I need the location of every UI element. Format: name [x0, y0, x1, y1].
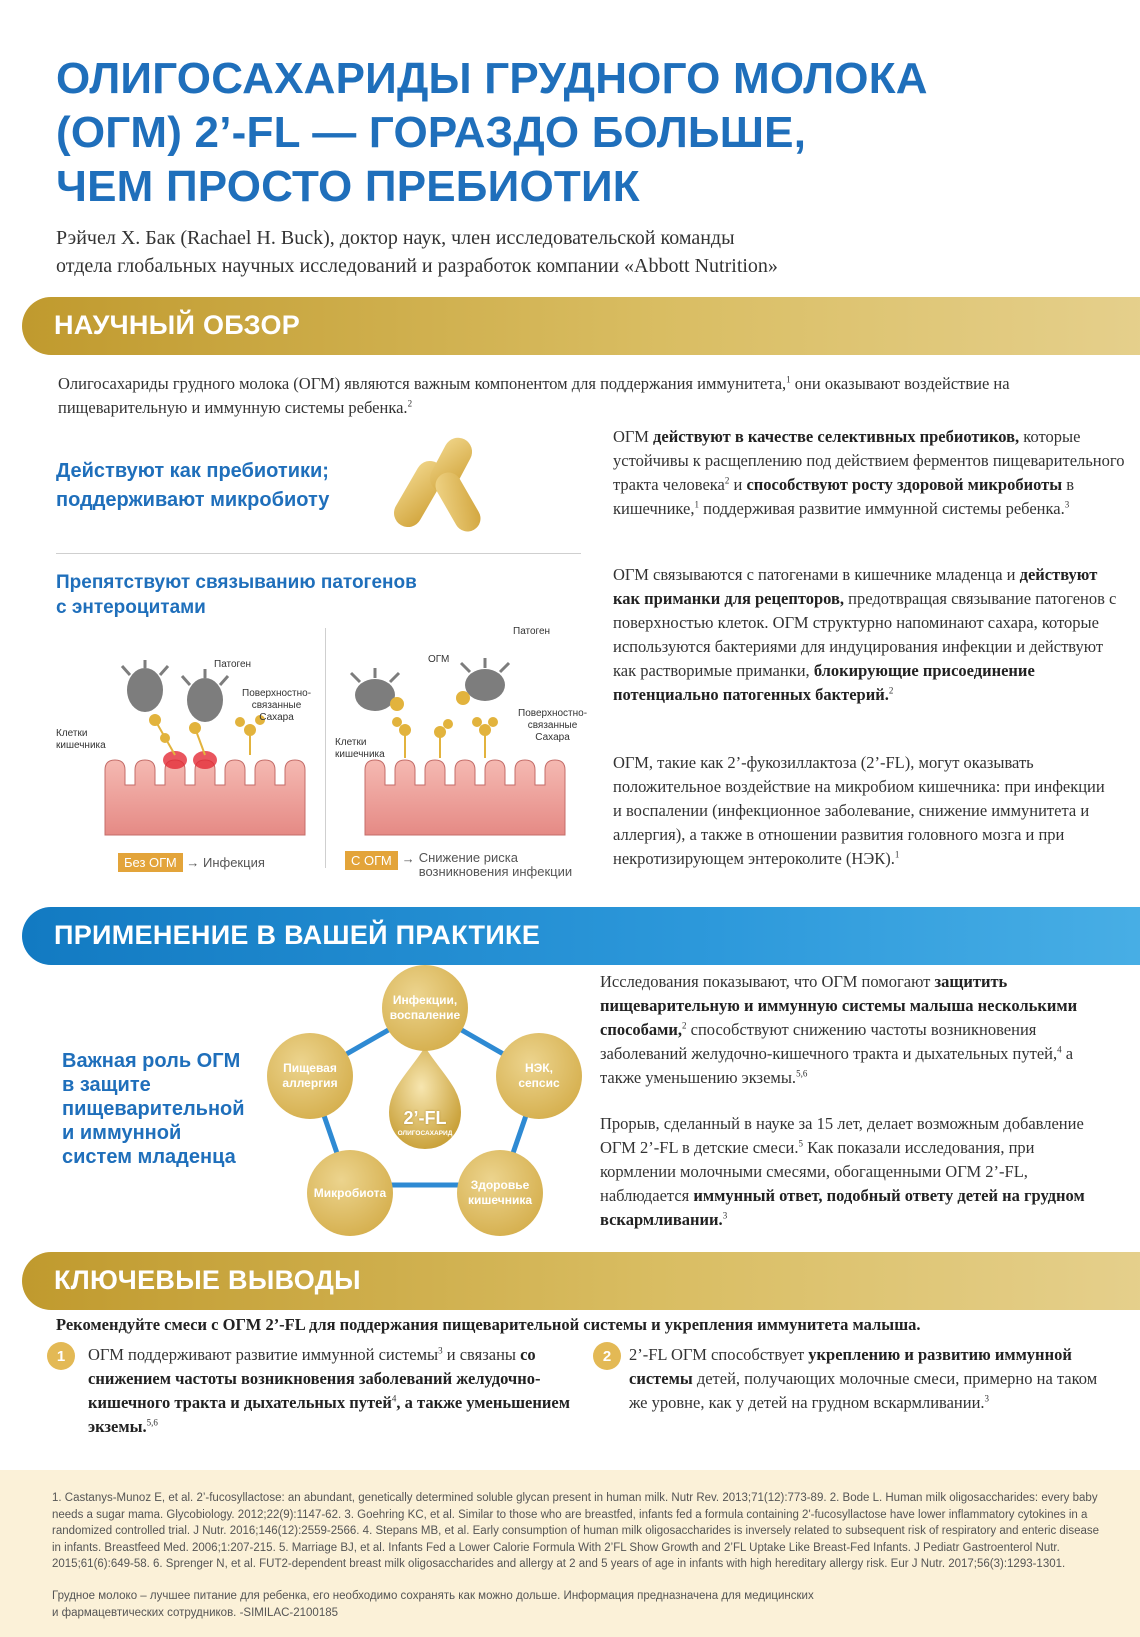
conclusion-number-1: 1 [47, 1342, 75, 1370]
right-cells-2: кишечника [335, 749, 385, 760]
node-infection-2: воспаление [389, 1008, 461, 1022]
role-2: в защите [62, 1074, 151, 1096]
right-cells-label [335, 737, 385, 761]
left-surface-3: Сахара [259, 712, 294, 723]
recommendation: Рекомендуйте смеси с ОГМ 2’-FL для поддержания пищеварительной системы и укрепления иммунитета малыша. [56, 1315, 921, 1334]
divider [56, 553, 581, 554]
text-span: 3 [722, 1210, 728, 1221]
section-band-conclusions [22, 1252, 1140, 1310]
text-span: 1 [894, 849, 900, 860]
review-intro [58, 372, 1048, 420]
left-pathogen-label: Патоген [214, 659, 252, 670]
text-span: 5,6 [796, 1068, 808, 1079]
text-span: способствуют росту здоровой микробиоты [746, 475, 1063, 494]
intro-text-b: они оказывают воздействие на пищеварительную и иммунную системы ребенка. [58, 374, 1010, 417]
review-paragraph-1 [613, 425, 1128, 521]
text-span: 2’-FL ОГМ способствует [629, 1345, 809, 1364]
text-span: 2 [888, 685, 894, 696]
right-tag: С ОГМ [345, 851, 398, 870]
text-span: 2 [724, 475, 730, 486]
center-sub: ОЛИГОСАХАРИД [397, 1130, 453, 1137]
text-span: детей, получающих молочные смеси, примерно на таком же уровне, как у детей на грудном вскармливании. [629, 1369, 1098, 1412]
section-heading-conclusions: КЛЮЧЕВЫЕ ВЫВОДЫ [54, 1265, 361, 1295]
infection-diagram-left [100, 660, 320, 840]
left-cells-label [56, 728, 106, 752]
disclaimer-2: и фармацевтических сотрудников. -SIMILAC-2100185 [52, 1606, 339, 1619]
right-result [419, 851, 572, 879]
pathogen-title [56, 570, 417, 620]
text-span: поддерживая развитие иммунной системы ребенка. [698, 499, 1065, 518]
node-allergy-1: Пищевая [283, 1061, 337, 1075]
diagram-divider [325, 628, 326, 868]
text-span: 3 [984, 1393, 990, 1404]
role-3: пищеварительной [62, 1098, 245, 1120]
text-span: ОГМ [613, 427, 654, 446]
text-span: Прорыв, сделанный в науке за 15 лет, делает возможным добавление ОГМ 2’-FL в детские смеси. [600, 1114, 1084, 1157]
node-allergy-2: аллергия [282, 1076, 338, 1090]
right-surface-label [518, 708, 587, 744]
text-span: и связаны [442, 1345, 521, 1364]
author-line-1: Рэйчел Х. Бак (Rachael H. Buck), доктор наук, член исследовательской команды [56, 227, 735, 249]
prebiotic-title-1: Действуют как пребиотики; [56, 460, 329, 482]
text-span: со снижением частоты возникновения заболеваний желудочно-кишечного тракта и дыхательных путей [88, 1345, 541, 1412]
node-nec-2: сепсис [518, 1076, 560, 1090]
node-infection [382, 965, 468, 1051]
pathogen-title-2: с энтероцитами [56, 597, 206, 618]
node-nec [496, 1033, 582, 1119]
disclaimer-1: Грудное молоко – лучшее питание для ребенка, его необходимо сохранять как можно дольше. Информация предназначена для медицинских [52, 1590, 814, 1602]
node-infection-1: Инфекции, [392, 993, 458, 1007]
references-box [0, 1470, 1140, 1637]
center-label: 2’-FL [403, 1108, 447, 1128]
text-span: 3 [438, 1345, 443, 1356]
node-gut-health [457, 1150, 543, 1236]
section-band-practice [22, 907, 1140, 965]
bacteria-icon [385, 428, 495, 538]
conclusion-2 [629, 1343, 1099, 1415]
review-paragraph-2 [613, 563, 1128, 707]
text-span: ОГМ поддерживают развитие иммунной системы [88, 1345, 439, 1364]
text-span: укреплению и развитию иммунной системы [629, 1345, 1072, 1388]
text-span: 1 [694, 499, 699, 510]
section-heading-review: НАУЧНЫЙ ОБЗОР [54, 310, 301, 340]
text-span: ОГМ связываются с патогенами в кишечнике младенца и [613, 565, 1020, 584]
author [56, 224, 1056, 280]
section-band-review [22, 297, 1140, 355]
text-span: способствуют снижению частоты возникновения заболеваний желудочно-кишечного тракта и дыхательных путей, [600, 1020, 1058, 1063]
text-span: действуют как приманки для рецепторов, [613, 565, 1098, 608]
left-surface-label [242, 688, 311, 724]
title-line-2: (ОГМ) 2’-FL — ГОРАЗДО БОЛЬШЕ, [56, 108, 807, 157]
text-span: блокирующие присоединение потенциально патогенных бактерий. [613, 661, 1035, 704]
text-span: ОГМ, такие как 2’-фукозиллактоза (2’-FL), могут оказывать положительное воздействие на микробиом кишечника: при инфекции и воспалении (инфекционное заболевание, снижение иммунитета и аллергия), а также в отношении развития головного мозга и при некротизирующем энтероколите (НЭК). [613, 753, 1105, 868]
practice-paragraph-1 [600, 970, 1100, 1090]
practice-paragraph-2 [600, 1112, 1100, 1232]
right-surface-1: Поверхностно- [518, 708, 588, 719]
references: 1. Castanys-Munoz E, et al. 2’-fucosyllactose: an abundant, genetically determined soluble glycan present in human milk. Nutr Rev. 2013;71(12):773-89. 2. Bode L. Human milk oligosaccharides: every baby needs a sugar mama. Glycobiology. 2012;22(9):1147-62. 3. Goehring KC, et al. Similar to those who are breastfed, infants fed a formula containing 2'-fucosyllactose have lower inflammatory cytokines in a randomized controlled trial. J Nutr. 2016;146(12):2559-2566. 4. Stepans MB, et al. Early consumption of human milk oligosaccharides is inversely related to subsequent risk of respiratory and enteric disease in infants. Breastfeed Med. 2006;1:207-215. 5. Marriage BJ, et al. Infants Fed a Lower Calorie Formula With 2’FL Show Growth and 2’FL Uptake Like Breast-Fed Infants. J Pediatr Gastroenterol Nutr. 2015;61(6):649-58. 6. Sprenger N, et al. FUT2-dependent breast milk oligosaccharides and allergy at 2 and 5 years of age in infants with high hereditary allergy risk. Eur J Nutr. 2017;56(3):1293-1301. [52, 1492, 1100, 1570]
right-caption [345, 851, 572, 879]
role-5: систем младенца [62, 1146, 236, 1168]
left-cells-1: Клетки [56, 728, 88, 739]
text-span: 3 [1064, 499, 1070, 510]
conclusion-1 [88, 1343, 588, 1439]
text-span: 4 [391, 1393, 397, 1404]
left-surface-1: Поверхностно- [242, 688, 312, 699]
text-span: 5,6 [146, 1417, 158, 1428]
text-span: 2 [682, 1020, 687, 1031]
node-gut-1: Здоровье [470, 1178, 530, 1192]
text-span: Исследования показывают, что ОГМ помогают [600, 972, 935, 991]
left-result: Инфекция [202, 855, 265, 870]
right-arrow: → [401, 851, 415, 866]
role-title [62, 1049, 245, 1169]
conclusion-number-2: 2 [593, 1342, 621, 1370]
text-span: которые устойчивы к расщеплению под действием ферментов пищеварительного тракта человека [613, 427, 1125, 494]
node-microbiota-label: Микробиота [313, 1185, 387, 1200]
node-nec-1: НЭК, [525, 1061, 553, 1075]
text-span: а также уменьшению экземы. [600, 1044, 1074, 1087]
left-tag: Без ОГМ [118, 853, 183, 872]
right-surface-2: связанные [527, 720, 578, 731]
left-arrow: → [186, 855, 200, 870]
right-cells-1: Клетки [335, 737, 367, 748]
right-result-2: возникновения инфекции [418, 864, 573, 879]
text-span: 5 [798, 1138, 803, 1149]
text-span: , а также уменьшением экземы. [88, 1393, 570, 1436]
role-4: и иммунной [62, 1122, 182, 1144]
prebiotic-title-2: поддерживают микробиоту [56, 489, 330, 511]
node-food-allergy [267, 1033, 353, 1119]
page-title [56, 52, 1056, 214]
title-line-1: ОЛИГОСАХАРИДЫ ГРУДНОГО МОЛОКА [56, 54, 928, 103]
right-pathogen-label: Патоген [513, 626, 551, 637]
author-line-2: отдела глобальных научных исследований и разработок компании «Abbott Nutrition» [56, 255, 778, 277]
prebiotic-title [56, 457, 329, 515]
role-1: Важная роль ОГМ [62, 1050, 241, 1072]
text-span: Как показали исследования, при кормлении молочными смесями, обогащенными ОГМ 2’-FL, наблюдается [600, 1138, 1035, 1205]
node-microbiota [307, 1150, 393, 1236]
text-span: действуют в качестве селективных пребиотиков, [653, 427, 1020, 446]
right-result-1: Снижение риска [418, 850, 518, 865]
section-heading-practice: ПРИМЕНЕНИЕ В ВАШЕЙ ПРАКТИКЕ [54, 920, 541, 950]
pathogen-title-1: Препятствуют связыванию патогенов [56, 572, 417, 593]
node-gut-2: кишечника [467, 1193, 533, 1207]
intro-sup-b: 2 [407, 398, 413, 409]
text-span: в кишечнике, [613, 475, 1075, 518]
intro-sup-a: 1 [786, 374, 791, 385]
text-span: 4 [1057, 1044, 1062, 1055]
title-line-3: ЧЕМ ПРОСТО ПРЕБИОТИК [56, 162, 640, 211]
text-span: предотвращая связывание патогенов с поверхностью клеток. ОГМ структурно напоминают сахара, которые используются бактериями для индуцирования инфекции и действуют как растворимые приманки, [613, 589, 1117, 680]
text-span: иммунный ответ, подобный ответу детей на грудном вскармливании. [600, 1186, 1085, 1229]
disclaimer [52, 1588, 1102, 1621]
left-caption [118, 855, 265, 870]
intro-text-a: Олигосахариды грудного молока (ОГМ) являются важным компонентом для поддержания иммунитета, [58, 374, 787, 393]
left-surface-2: связанные [251, 700, 302, 711]
text-span: и [729, 475, 747, 494]
right-ogm-label: ОГМ [428, 654, 450, 665]
right-surface-3: Сахара [535, 732, 570, 743]
text-span: защитить пищеварительную и иммунную системы малыша несколькими способами, [600, 972, 1078, 1039]
left-cells-2: кишечника [56, 740, 106, 751]
review-paragraph-3 [613, 751, 1113, 871]
